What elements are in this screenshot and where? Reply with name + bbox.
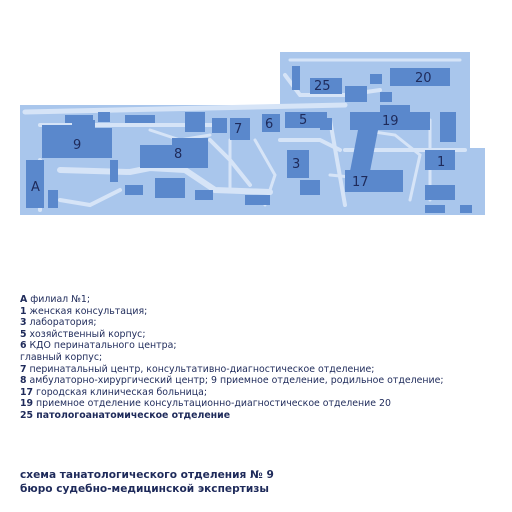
legend-item: 25 патологоанатомическое отделение	[20, 409, 231, 421]
label-5: 5	[299, 113, 308, 128]
label-9: 9	[73, 138, 82, 153]
label-7: 7	[234, 122, 243, 137]
label-25: 25	[314, 79, 331, 94]
legend-item: 7 перинатальный центр, консультативно-диагностическое отделение;	[20, 363, 375, 375]
legend-item: 19 приемное отделение консультационно-диагностическое отделение 20	[20, 398, 391, 410]
legend-item: 3 лаборатория;	[20, 317, 97, 329]
label-17: 17	[352, 175, 369, 190]
legend-item: 5 хозяйственный корпус;	[20, 328, 146, 340]
legend-item: A филиал №1;	[20, 294, 91, 305]
legend-item: главный корпус;	[20, 351, 103, 363]
map-caption	[20, 468, 274, 496]
label-20: 20	[415, 71, 432, 86]
legend-item: 8 амбулаторно-хирургический центр; 9 приемное отделение, родильное отделение;	[20, 375, 444, 387]
label-1: 1	[437, 155, 446, 170]
label-19: 19	[382, 114, 399, 129]
legend-item: 1 женская консультация;	[20, 305, 148, 317]
label-a: A	[31, 180, 40, 195]
label-6: 6	[265, 117, 274, 132]
legend-item: 17 городская клиническая больница;	[20, 386, 208, 398]
caption-line-1: схема танатологического отделения № 9	[20, 469, 274, 481]
legend-item: 6 КДО перинатального центра;	[20, 340, 177, 352]
map-legend	[20, 294, 500, 422]
label-3: 3	[292, 157, 301, 172]
label-8: 8	[174, 147, 183, 162]
caption-line-2: бюро судебно-медицинской экспертизы	[20, 483, 269, 495]
